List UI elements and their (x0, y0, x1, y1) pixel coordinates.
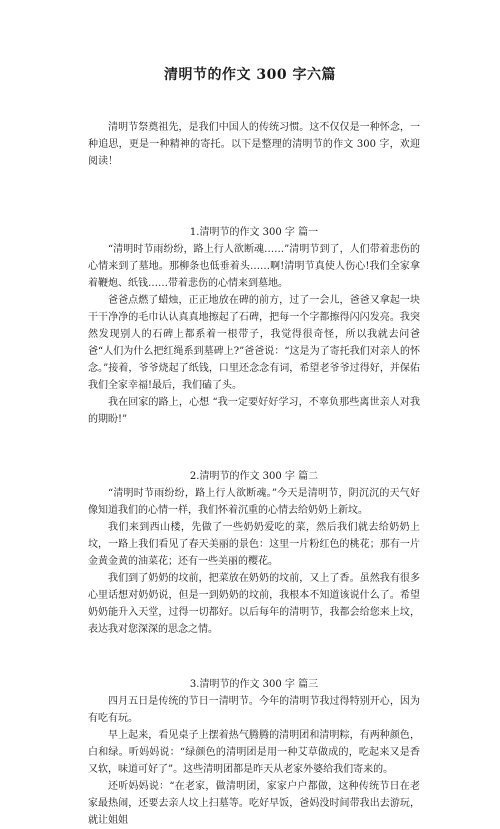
essay-section-2 (88, 468, 420, 638)
spacer (88, 428, 420, 468)
page-title: 清明节的作文 300 字六篇 (164, 67, 336, 83)
essay-section-3 (88, 676, 420, 829)
spacer (88, 170, 420, 224)
section-paragraph: 我们来到西山楼，先做了一些奶奶爱吃的菜，然后我们就去给奶奶上坟，一路上我们看见了春天美丽的景色：这里一片粉红色的桃花；那有一片金黄金黄的油菜花；还有一些美丽的樱花。 (88, 522, 420, 567)
section-heading: 2.清明节的作文 300 字 篇二 (189, 471, 319, 482)
section-paragraph: “清明时节雨纷纷，路上行人欲断魂……”清明节到了，人们带着悲伤的心情来到了墓地。那柳条也低垂着头……啊!清明节真使人伤心!我们全家拿着鞭炮、纸钱……带着悲伤的心情来到墓地。 (88, 244, 420, 289)
section-heading: 3.清明节的作文 300 字 篇三 (189, 679, 319, 690)
section-paragraph: “清明时节雨纷纷，路上行人欲断魂。”今天是清明节，阴沉沉的天气好像知道我们的心情一样，我们怀着沉重的心情去给奶奶上新坟。 (88, 488, 420, 516)
document-body (88, 119, 420, 829)
intro-paragraph: 清明节祭奠祖先，是我们中国人的传统习惯。这不仅仅是一种怀念，一种追思，更是一种精神的寄托。以下是整理的清明节的作文 300 字，欢迎阅读！ (88, 122, 420, 167)
section-heading: 1.清明节的作文 300 字 篇一 (189, 227, 319, 238)
section-paragraph: 我在回家的路上，心想 “我一定要好好学习，不辜负那些离世亲人对我的期盼!” (88, 397, 420, 425)
section-paragraph: 我们到了奶奶的坟前，把菜放在奶奶的坟前，又上了香。虽然我有很多心里话想对奶奶说，但是一到奶奶的坟前，我根本不知道该说什么了。希望奶奶能升入天堂，过得一切都好。以后每年的清明节，我都会给您来上坟，表达我对您深深的思念之情。 (88, 573, 420, 635)
spacer (88, 638, 420, 676)
section-paragraph: 还听妈妈说：“在老家，做清明团，家家户户都做，这种传统节日在老家最热闹，还要去亲人坟上扫墓等。吃好早饭，爸妈没时间带我出去游玩，就让姐姐 (88, 781, 420, 826)
essay-section-1 (88, 224, 420, 428)
section-paragraph: 早上起来，看见桌子上摆着热气腾腾的清明团和清明粽，有两种颜色，白和绿。听妈妈说：“绿颜色的清明团是用一种艾草做成的，吃起来又是香又软，味道可好了”。这些清明团都是昨天从老家外婆给我们寄来的。 (88, 730, 420, 775)
section-paragraph: 爸爸点燃了蜡烛，正正地放在碑的前方，过了一会儿，爸爸又拿起一块干干净净的毛巾认认真真地擦起了石碑，把每一个字都擦得闪闪发亮。我突然发现别人的石碑上都系着一根带子，我觉得很奇怪，所以我就去问爸爸“人们为什么把红绳系到墓碑上?”爸爸说：“这是为了寄托我们对亲人的怀念。”接着，爷爷烧起了纸钱，口里还念念有词，希望老爷爷过得好，并保佑我们全家幸福!最后，我们磕了头。 (88, 295, 420, 391)
section-paragraph: 四月五日是传统的节日一清明节。今年的清明节我过得特别开心，因为有吃有玩。 (88, 696, 420, 724)
